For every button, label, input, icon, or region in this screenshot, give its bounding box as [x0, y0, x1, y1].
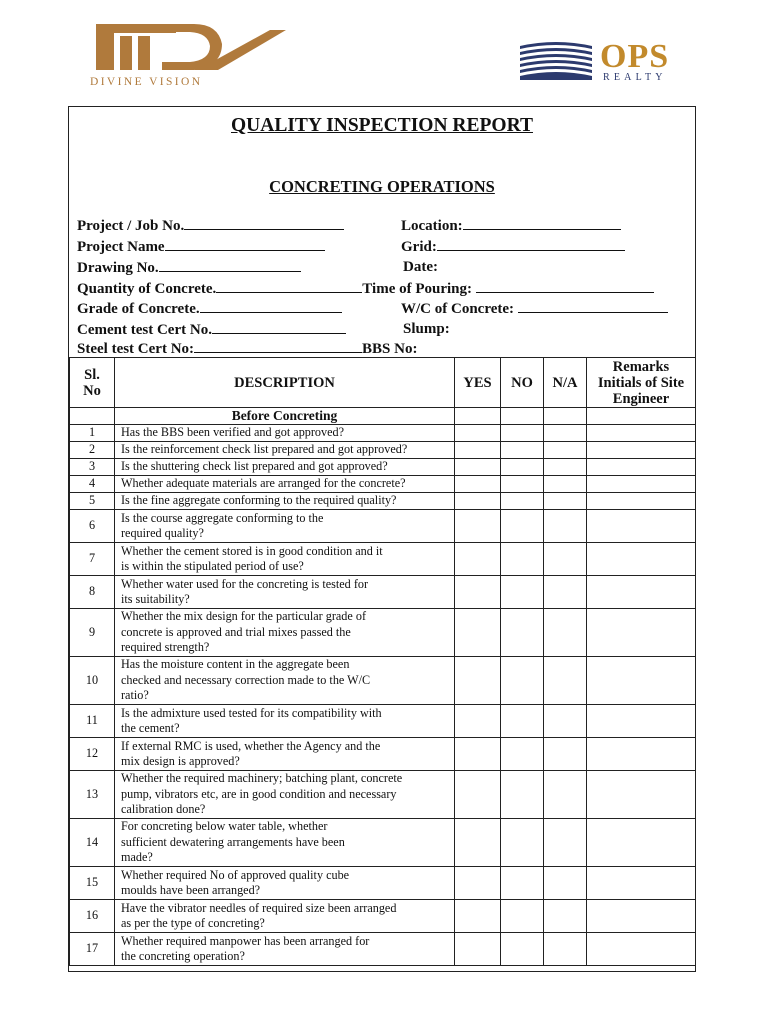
no-checkbox-cell[interactable]	[501, 510, 544, 543]
field-grid	[401, 237, 625, 256]
checklist-body	[70, 408, 696, 966]
field-location-label: Location:	[401, 218, 463, 234]
na-checkbox-cell[interactable]	[544, 933, 587, 966]
remarks-cell[interactable]	[587, 657, 696, 705]
section-empty-cell	[501, 408, 544, 425]
yes-checkbox-cell[interactable]	[455, 705, 501, 738]
no-checkbox-cell[interactable]	[501, 933, 544, 966]
table-row	[70, 900, 696, 933]
na-checkbox-cell[interactable]	[544, 576, 587, 609]
na-checkbox-cell[interactable]	[544, 771, 587, 819]
row-description: Is the admixture used tested for its compatibility with the cement?	[115, 705, 455, 738]
row-number: 12	[70, 738, 115, 771]
yes-checkbox-cell[interactable]	[455, 933, 501, 966]
field-project-job-label: Project / Job No.	[77, 218, 185, 234]
section-empty-cell	[455, 408, 501, 425]
no-checkbox-cell[interactable]	[501, 442, 544, 459]
row-description: Have the vibrator needles of required size been arranged as per the type of concreting?	[115, 900, 455, 933]
row-description: Is the fine aggregate conforming to the required quality?	[115, 493, 455, 510]
yes-checkbox-cell[interactable]	[455, 867, 501, 900]
field-wc	[401, 299, 668, 318]
checklist-table	[69, 357, 696, 966]
row-number: 6	[70, 510, 115, 543]
row-number: 13	[70, 771, 115, 819]
na-checkbox-cell[interactable]	[544, 609, 587, 657]
row-description: Whether the required machinery; batching plant, concrete pump, vibrators etc, are in good condition and necessary calibration done?	[115, 771, 455, 819]
yes-checkbox-cell[interactable]	[455, 543, 501, 576]
project-name-line[interactable]	[165, 237, 325, 251]
field-cement-cert-label: Cement test Cert No.	[77, 322, 212, 338]
no-checkbox-cell[interactable]	[501, 900, 544, 933]
section-empty-cell	[544, 408, 587, 425]
row-number: 2	[70, 442, 115, 459]
field-time-of-pouring-label: Time of Pouring:	[362, 281, 473, 297]
row-number: 15	[70, 867, 115, 900]
report-frame	[68, 106, 696, 972]
row-number: 16	[70, 900, 115, 933]
no-checkbox-cell[interactable]	[501, 609, 544, 657]
steel-cert-line[interactable]	[194, 339, 362, 353]
field-project-job	[77, 216, 344, 235]
no-checkbox-cell[interactable]	[501, 657, 544, 705]
remarks-cell[interactable]	[587, 576, 696, 609]
header-sl-no: Sl. No	[70, 358, 115, 408]
header-no: NO	[501, 358, 544, 408]
yes-checkbox-cell[interactable]	[455, 819, 501, 867]
remarks-cell[interactable]	[587, 476, 696, 493]
remarks-cell[interactable]	[587, 900, 696, 933]
section-before-concreting: Before Concreting	[115, 408, 455, 425]
no-checkbox-cell[interactable]	[501, 771, 544, 819]
divine-vision-logo	[90, 20, 300, 90]
field-date	[403, 258, 438, 276]
remarks-cell[interactable]	[587, 425, 696, 442]
header-yes: YES	[455, 358, 501, 408]
field-grade	[77, 299, 342, 318]
row-number: 8	[70, 576, 115, 609]
row-description: Whether the mix design for the particular grade of concrete is approved and trial mixes passed the required strength?	[115, 609, 455, 657]
no-checkbox-cell[interactable]	[501, 705, 544, 738]
na-checkbox-cell[interactable]	[544, 442, 587, 459]
row-description: Has the moisture content in the aggregate been checked and necessary correction made to the W/C ratio?	[115, 657, 455, 705]
row-description: Is the shuttering check list prepared and got approved?	[115, 459, 455, 476]
location-line[interactable]	[463, 216, 621, 230]
project-job-line[interactable]	[184, 216, 344, 230]
report-title: QUALITY INSPECTION REPORT	[231, 115, 533, 136]
na-checkbox-cell[interactable]	[544, 900, 587, 933]
drawing-no-line[interactable]	[159, 258, 301, 272]
table-row	[70, 738, 696, 771]
field-location	[401, 216, 621, 235]
remarks-cell[interactable]	[587, 609, 696, 657]
table-row	[70, 771, 696, 819]
na-checkbox-cell[interactable]	[544, 705, 587, 738]
remarks-cell[interactable]	[587, 771, 696, 819]
yes-checkbox-cell[interactable]	[455, 493, 501, 510]
field-cement-cert	[77, 320, 346, 339]
no-checkbox-cell[interactable]	[501, 738, 544, 771]
yes-checkbox-cell[interactable]	[455, 738, 501, 771]
row-number: 1	[70, 425, 115, 442]
no-checkbox-cell[interactable]	[501, 476, 544, 493]
field-wc-label: W/C of Concrete:	[401, 301, 515, 317]
table-row	[70, 705, 696, 738]
remarks-cell[interactable]	[587, 510, 696, 543]
row-number: 4	[70, 476, 115, 493]
row-number: 10	[70, 657, 115, 705]
table-row	[70, 576, 696, 609]
quantity-line[interactable]	[216, 279, 362, 293]
na-checkbox-cell[interactable]	[544, 657, 587, 705]
row-description: Whether adequate materials are arranged for the concrete?	[115, 476, 455, 493]
no-checkbox-cell[interactable]	[501, 867, 544, 900]
no-checkbox-cell[interactable]	[501, 576, 544, 609]
na-checkbox-cell[interactable]	[544, 867, 587, 900]
yes-checkbox-cell[interactable]	[455, 609, 501, 657]
no-checkbox-cell[interactable]	[501, 459, 544, 476]
row-number: 3	[70, 459, 115, 476]
building-icon	[516, 40, 596, 84]
row-description: Whether required manpower has been arranged for the concreting operation?	[115, 933, 455, 966]
table-row	[70, 609, 696, 657]
ops-logo-name: OPS	[600, 38, 670, 75]
divine-vision-logo-text: DIVINE VISION	[90, 76, 203, 88]
na-checkbox-cell[interactable]	[544, 543, 587, 576]
field-bbs-no-label: BBS No:	[362, 341, 418, 357]
field-project-name-label: Project Name	[77, 239, 165, 255]
row-description: Has the BBS been verified and got approved?	[115, 425, 455, 442]
ops-realty-logo	[516, 40, 686, 86]
no-checkbox-cell[interactable]	[501, 493, 544, 510]
no-checkbox-cell[interactable]	[501, 819, 544, 867]
field-grade-label: Grade of Concrete.	[77, 301, 200, 317]
yes-checkbox-cell[interactable]	[455, 510, 501, 543]
row-number: 9	[70, 609, 115, 657]
table-row	[70, 933, 696, 966]
field-slump	[403, 320, 450, 338]
na-checkbox-cell[interactable]	[544, 510, 587, 543]
table-row	[70, 657, 696, 705]
table-row	[70, 510, 696, 543]
yes-checkbox-cell[interactable]	[455, 442, 501, 459]
remarks-cell[interactable]	[587, 933, 696, 966]
na-checkbox-cell[interactable]	[544, 738, 587, 771]
ops-logo-sub: REALTY	[603, 72, 667, 83]
field-quantity-label: Quantity of Concrete.	[77, 281, 217, 297]
field-grid-label: Grid:	[401, 239, 437, 255]
section-empty-cell	[587, 408, 696, 425]
remarks-cell[interactable]	[587, 442, 696, 459]
table-row	[70, 819, 696, 867]
row-number: 14	[70, 819, 115, 867]
row-number: 7	[70, 543, 115, 576]
row-description: Is the reinforcement check list prepared and got approved?	[115, 442, 455, 459]
row-description: Whether water used for the concreting is tested for its suitability?	[115, 576, 455, 609]
yes-checkbox-cell[interactable]	[455, 657, 501, 705]
header-description: DESCRIPTION	[115, 358, 455, 408]
no-checkbox-cell[interactable]	[501, 425, 544, 442]
field-steel-cert	[77, 339, 417, 358]
na-checkbox-cell[interactable]	[544, 425, 587, 442]
na-checkbox-cell[interactable]	[544, 476, 587, 493]
report-subtitle: CONCRETING OPERATIONS	[269, 177, 495, 196]
row-description: Is the course aggregate conforming to the required quality?	[115, 510, 455, 543]
na-checkbox-cell[interactable]	[544, 819, 587, 867]
table-row	[70, 493, 696, 510]
grid-line[interactable]	[437, 237, 625, 251]
header-na: N/A	[544, 358, 587, 408]
yes-checkbox-cell[interactable]	[455, 576, 501, 609]
row-description: For concreting below water table, whether sufficient dewatering arrangements have been made?	[115, 819, 455, 867]
row-description: Whether required No of approved quality cube moulds have been arranged?	[115, 867, 455, 900]
na-checkbox-cell[interactable]	[544, 493, 587, 510]
header-remarks: Remarks Initials of Site Engineer	[587, 358, 696, 408]
row-description: Whether the cement stored is in good condition and it is within the stipulated period of use?	[115, 543, 455, 576]
remarks-cell[interactable]	[587, 493, 696, 510]
table-row	[70, 867, 696, 900]
no-checkbox-cell[interactable]	[501, 543, 544, 576]
wc-line[interactable]	[518, 299, 668, 313]
row-number: 17	[70, 933, 115, 966]
na-checkbox-cell[interactable]	[544, 459, 587, 476]
yes-checkbox-cell[interactable]	[455, 476, 501, 493]
field-drawing-no	[77, 258, 301, 277]
field-slump-label: Slump:	[403, 321, 450, 337]
cement-cert-line[interactable]	[212, 320, 346, 334]
remarks-cell[interactable]	[587, 543, 696, 576]
table-row	[70, 543, 696, 576]
field-date-label: Date:	[403, 259, 438, 275]
grade-line[interactable]	[200, 299, 342, 313]
remarks-cell[interactable]	[587, 867, 696, 900]
yes-checkbox-cell[interactable]	[455, 425, 501, 442]
field-steel-cert-label: Steel test Cert No:	[77, 341, 195, 357]
yes-checkbox-cell[interactable]	[455, 900, 501, 933]
row-number: 5	[70, 493, 115, 510]
section-empty-cell	[70, 408, 115, 425]
remarks-cell[interactable]	[587, 705, 696, 738]
divine-vision-logo-mark	[90, 20, 300, 76]
table-row	[70, 442, 696, 459]
yes-checkbox-cell[interactable]	[455, 459, 501, 476]
yes-checkbox-cell[interactable]	[455, 771, 501, 819]
field-quantity	[77, 279, 654, 298]
table-row	[70, 425, 696, 442]
time-of-pouring-line[interactable]	[476, 279, 654, 293]
field-project-name	[77, 237, 325, 256]
remarks-cell[interactable]	[587, 819, 696, 867]
field-drawing-no-label: Drawing No.	[77, 260, 159, 276]
row-description: If external RMC is used, whether the Agency and the mix design is approved?	[115, 738, 455, 771]
table-row	[70, 476, 696, 493]
remarks-cell[interactable]	[587, 459, 696, 476]
remarks-cell[interactable]	[587, 738, 696, 771]
table-row	[70, 459, 696, 476]
row-number: 11	[70, 705, 115, 738]
